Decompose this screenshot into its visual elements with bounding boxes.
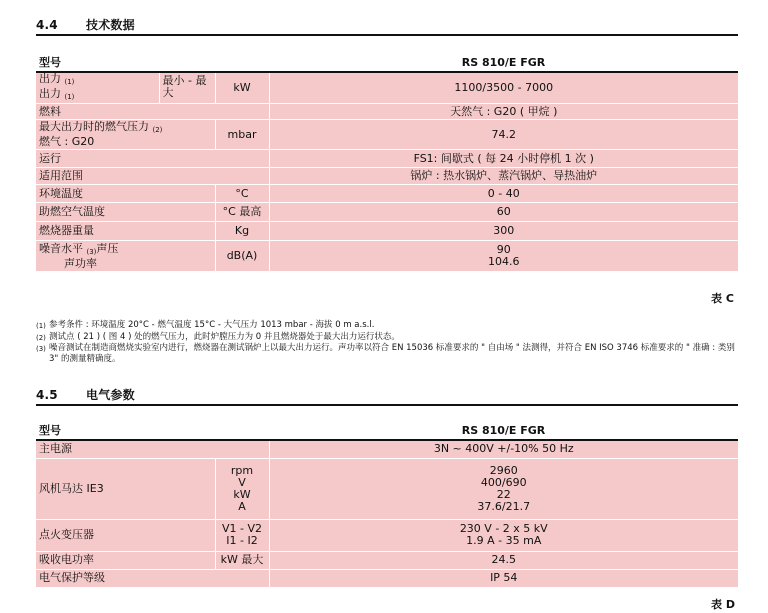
air-temp-value: 60 <box>269 203 738 222</box>
power-unit: kW 最大 <box>215 551 269 569</box>
ambient-temp-unit: °C <box>215 185 269 203</box>
table-row <box>36 185 738 203</box>
protection-label: 电气保护等级 <box>36 569 269 587</box>
section-4-4-title <box>36 16 135 33</box>
power-label: 吸收电功率 <box>36 551 215 569</box>
fan-motor-units: rpm V kW A <box>215 458 269 519</box>
gas-pressure-unit: mbar <box>215 120 269 150</box>
gas-pressure-value: 74.2 <box>269 120 738 150</box>
fan-motor-label: 风机马达 IE3 <box>36 458 215 519</box>
output-label: 出力 $_{(1)}$ 出力 $_{(1)}$ <box>36 72 159 104</box>
weight-value: 300 <box>269 222 738 241</box>
table-row <box>36 150 738 168</box>
section-4-5-rule <box>36 404 738 406</box>
table-row <box>36 120 738 150</box>
section-heading: 技术数据 <box>86 18 135 32</box>
weight-unit: Kg <box>215 222 269 241</box>
ambient-temp-value: 0 - 40 <box>269 185 738 203</box>
air-temp-label: 助燃空气温度 <box>36 203 215 222</box>
noise-values: 90 104.6 <box>269 241 738 272</box>
table-row <box>36 104 738 120</box>
operation-label: 运行 <box>36 150 269 168</box>
mains-value: 3N ~ 400V +/-10% 50 Hz <box>269 440 738 458</box>
footnote: (3) 噪音测试在制造商燃烧实验室内进行，燃烧器在测试锅炉上以最大出力运行。声功率以符合 EN 15036 标准要求的 " 自由场 " 法测得，并符合 EN ISO 3746 标准要求的 " 准确 : 类别 3" 的测量精确度。 <box>36 343 735 364</box>
table-row <box>36 222 738 241</box>
table-c-caption: 表 C <box>711 292 734 305</box>
footnote: (2) 测试点 ( 21 ) ( 图 4 ) 处的燃气压力，此时炉膛压力为 0 并且燃烧器处于最大出力运行状态。 <box>36 331 400 342</box>
footnote: (1) 参考条件 : 环境温度 20°C - 燃气温度 15°C - 大气压力 1013 mbar - 海拔 0 m a.s.l. <box>36 320 375 330</box>
ignition-label: 点火变压器 <box>36 519 215 551</box>
section-heading: 电气参数 <box>86 388 135 402</box>
table-row <box>36 458 738 519</box>
table-row <box>36 551 738 569</box>
table-d-caption: 表 D <box>711 598 735 611</box>
table-row <box>36 168 738 185</box>
fuel-value: 天然气 : G20 ( 甲烷 ) <box>269 104 738 120</box>
air-temp-unit: °C 最高 <box>215 203 269 222</box>
gas-pressure-label: 最大出力时的燃气压力 $_{(2)}$ 燃气 : G20 <box>36 120 215 150</box>
output-value: 1100/3500 - 7000 <box>269 72 738 104</box>
section-4-4-rule <box>36 34 738 36</box>
operation-value: FS1: 间歇式 ( 每 24 小时停机 1 次 ) <box>269 150 738 168</box>
table-row <box>36 203 738 222</box>
model-label: 型号 <box>36 54 269 72</box>
output-range: 最小 - 最大 <box>159 72 215 104</box>
weight-label: 燃烧器重量 <box>36 222 215 241</box>
section-4-5-title <box>36 386 135 403</box>
power-value: 24.5 <box>269 551 738 569</box>
fan-motor-values: 2960 400/690 22 37.6/21.7 <box>269 458 738 519</box>
application-value: 锅炉 : 热水锅炉、蒸汽锅炉、导热油炉 <box>269 168 738 185</box>
output-unit: kW <box>215 72 269 104</box>
noise-label: 噪音水平 $_{(3)}$声压 声功率 <box>36 241 215 272</box>
model-value: RS 810/E FGR <box>269 422 738 440</box>
table-row <box>36 519 738 551</box>
table-row <box>36 241 738 272</box>
electrical-data-table <box>36 422 738 588</box>
footnotes <box>36 320 742 364</box>
application-label: 适用范围 <box>36 168 269 185</box>
model-value: RS 810/E FGR <box>269 54 738 72</box>
table-header-row <box>36 54 738 72</box>
model-label: 型号 <box>36 422 269 440</box>
table-header-row <box>36 422 738 440</box>
ambient-temp-label: 环境温度 <box>36 185 215 203</box>
mains-label: 主电源 <box>36 440 269 458</box>
technical-data-table <box>36 54 738 272</box>
section-number: 4.4 <box>36 18 58 32</box>
noise-unit: dB(A) <box>215 241 269 272</box>
table-row <box>36 440 738 458</box>
section-number: 4.5 <box>36 388 58 402</box>
ignition-units: V1 - V2 I1 - I2 <box>215 519 269 551</box>
fuel-label: 燃料 <box>36 104 269 120</box>
table-row <box>36 569 738 587</box>
ignition-values: 230 V - 2 x 5 kV 1.9 A - 35 mA <box>269 519 738 551</box>
protection-value: IP 54 <box>269 569 738 587</box>
table-row <box>36 72 738 104</box>
